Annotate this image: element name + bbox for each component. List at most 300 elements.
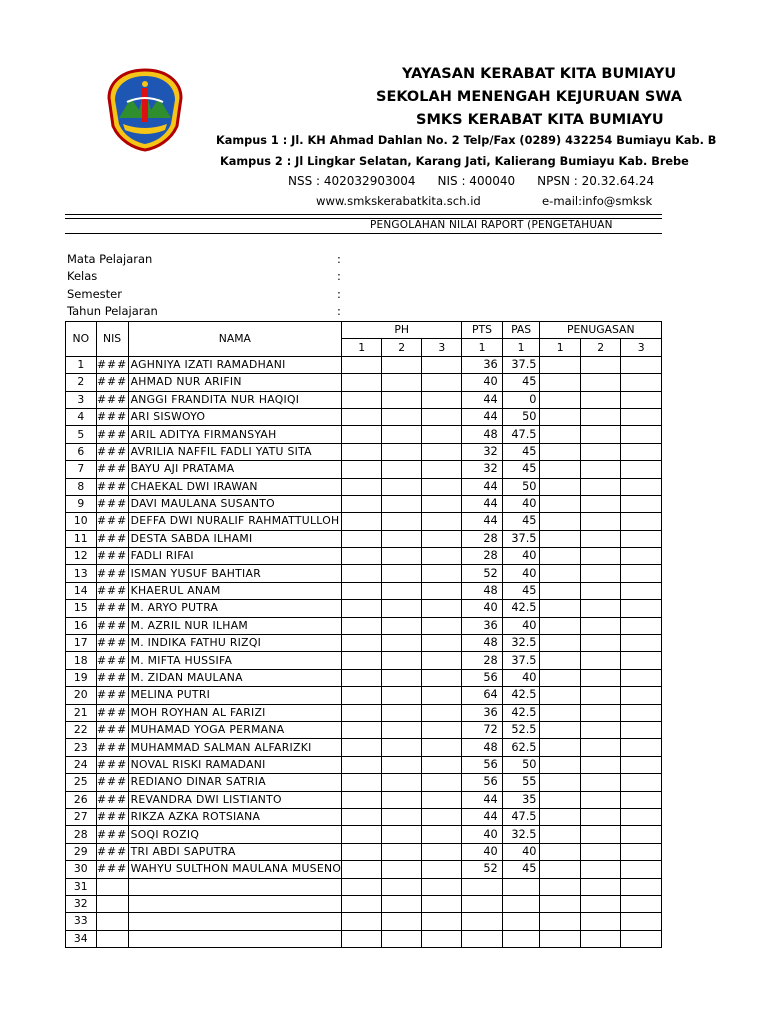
row-ph-2[interactable] (382, 426, 422, 443)
row-nis[interactable]: ### (96, 669, 128, 686)
row-tugas-1[interactable] (540, 530, 580, 547)
row-no[interactable]: 6 (66, 443, 97, 460)
row-tugas-1[interactable] (540, 635, 580, 652)
row-nis[interactable]: ### (96, 374, 128, 391)
row-tugas-1[interactable] (540, 600, 580, 617)
row-tugas-2[interactable] (580, 461, 620, 478)
row-nis[interactable] (96, 878, 128, 895)
row-pas[interactable]: 45 (502, 461, 540, 478)
row-nis[interactable]: ### (96, 565, 128, 582)
row-no[interactable]: 12 (66, 548, 97, 565)
row-nama[interactable]: ARI SISWOYO (128, 408, 342, 425)
row-no[interactable]: 29 (66, 843, 97, 860)
row-no[interactable]: 16 (66, 617, 97, 634)
row-nama[interactable]: REDIANO DINAR SATRIA (128, 774, 342, 791)
row-pas[interactable]: 47.5 (502, 426, 540, 443)
row-pas[interactable]: 55 (502, 774, 540, 791)
row-nis[interactable]: ### (96, 478, 128, 495)
row-pts[interactable]: 40 (462, 843, 502, 860)
row-ph-2[interactable] (382, 704, 422, 721)
row-pas[interactable]: 45 (502, 513, 540, 530)
row-ph-3[interactable] (422, 774, 462, 791)
row-tugas-1[interactable] (540, 791, 580, 808)
row-pts[interactable]: 28 (462, 530, 502, 547)
row-ph-3[interactable] (422, 861, 462, 878)
row-ph-3[interactable] (422, 617, 462, 634)
row-pas[interactable]: 42.5 (502, 600, 540, 617)
row-pas[interactable]: 32.5 (502, 826, 540, 843)
row-ph-3[interactable] (422, 687, 462, 704)
row-no[interactable]: 17 (66, 635, 97, 652)
row-ph-2[interactable] (382, 408, 422, 425)
row-tugas-1[interactable] (540, 739, 580, 756)
row-tugas-2[interactable] (580, 408, 620, 425)
row-nama[interactable] (128, 930, 342, 947)
row-tugas-2[interactable] (580, 861, 620, 878)
row-tugas-1[interactable] (540, 617, 580, 634)
row-no[interactable]: 31 (66, 878, 97, 895)
row-ph-3[interactable] (422, 739, 462, 756)
row-tugas-1[interactable] (540, 878, 580, 895)
row-ph-2[interactable] (382, 826, 422, 843)
row-tugas-2[interactable] (580, 565, 620, 582)
row-nama[interactable]: RIKZA AZKA ROTSIANA (128, 808, 342, 825)
row-tugas-1[interactable] (540, 565, 580, 582)
row-tugas-2[interactable] (580, 930, 620, 947)
row-ph-1[interactable] (342, 895, 382, 912)
row-pas[interactable]: 42.5 (502, 687, 540, 704)
row-tugas-2[interactable] (580, 895, 620, 912)
row-tugas-3[interactable] (621, 391, 662, 408)
row-ph-3[interactable] (422, 635, 462, 652)
row-nama[interactable]: ISMAN YUSUF BAHTIAR (128, 565, 342, 582)
row-ph-1[interactable] (342, 930, 382, 947)
row-ph-1[interactable] (342, 843, 382, 860)
row-ph-2[interactable] (382, 374, 422, 391)
row-no[interactable]: 27 (66, 808, 97, 825)
row-ph-3[interactable] (422, 356, 462, 373)
row-nis[interactable]: ### (96, 826, 128, 843)
row-nama[interactable]: M. MIFTA HUSSIFA (128, 652, 342, 669)
row-tugas-3[interactable] (621, 704, 662, 721)
row-pts[interactable]: 56 (462, 774, 502, 791)
row-ph-1[interactable] (342, 461, 382, 478)
row-tugas-1[interactable] (540, 548, 580, 565)
row-ph-3[interactable] (422, 530, 462, 547)
row-ph-1[interactable] (342, 913, 382, 930)
row-tugas-3[interactable] (621, 548, 662, 565)
row-pts[interactable]: 72 (462, 721, 502, 738)
row-ph-2[interactable] (382, 721, 422, 738)
row-ph-1[interactable] (342, 739, 382, 756)
row-tugas-1[interactable] (540, 843, 580, 860)
row-ph-2[interactable] (382, 774, 422, 791)
row-tugas-3[interactable] (621, 356, 662, 373)
row-nama[interactable]: FADLI RIFAI (128, 548, 342, 565)
row-ph-2[interactable] (382, 652, 422, 669)
row-no[interactable]: 19 (66, 669, 97, 686)
row-nama[interactable]: DESTA SABDA ILHAMI (128, 530, 342, 547)
row-tugas-3[interactable] (621, 774, 662, 791)
row-ph-2[interactable] (382, 565, 422, 582)
row-nis[interactable]: ### (96, 461, 128, 478)
row-nama[interactable]: NOVAL RISKI RAMADANI (128, 756, 342, 773)
row-nama[interactable]: TRI ABDI SAPUTRA (128, 843, 342, 860)
row-nis[interactable]: ### (96, 513, 128, 530)
row-ph-3[interactable] (422, 478, 462, 495)
row-pas[interactable]: 40 (502, 548, 540, 565)
row-tugas-1[interactable] (540, 930, 580, 947)
row-no[interactable]: 15 (66, 600, 97, 617)
row-nis[interactable]: ### (96, 391, 128, 408)
row-ph-2[interactable] (382, 861, 422, 878)
row-tugas-3[interactable] (621, 478, 662, 495)
row-pas[interactable]: 62.5 (502, 739, 540, 756)
row-nama[interactable]: AVRILIA NAFFIL FADLI YATU SITA (128, 443, 342, 460)
row-tugas-2[interactable] (580, 495, 620, 512)
row-pts[interactable] (462, 913, 502, 930)
row-pas[interactable]: 32.5 (502, 635, 540, 652)
row-nis[interactable]: ### (96, 739, 128, 756)
row-tugas-1[interactable] (540, 513, 580, 530)
row-ph-3[interactable] (422, 374, 462, 391)
row-tugas-1[interactable] (540, 374, 580, 391)
row-ph-2[interactable] (382, 739, 422, 756)
row-tugas-2[interactable] (580, 913, 620, 930)
row-nama[interactable]: ANGGI FRANDITA NUR HAQIQI (128, 391, 342, 408)
row-pts[interactable]: 44 (462, 478, 502, 495)
row-pts[interactable]: 32 (462, 461, 502, 478)
row-tugas-3[interactable] (621, 913, 662, 930)
row-nis[interactable]: ### (96, 408, 128, 425)
row-ph-3[interactable] (422, 461, 462, 478)
row-pts[interactable]: 64 (462, 687, 502, 704)
row-pas[interactable]: 37.5 (502, 652, 540, 669)
row-ph-1[interactable] (342, 391, 382, 408)
row-ph-2[interactable] (382, 878, 422, 895)
row-tugas-1[interactable] (540, 461, 580, 478)
row-ph-2[interactable] (382, 356, 422, 373)
row-tugas-3[interactable] (621, 600, 662, 617)
row-pts[interactable] (462, 930, 502, 947)
row-pts[interactable]: 52 (462, 861, 502, 878)
row-ph-1[interactable] (342, 495, 382, 512)
row-no[interactable]: 11 (66, 530, 97, 547)
row-ph-1[interactable] (342, 426, 382, 443)
row-tugas-3[interactable] (621, 861, 662, 878)
row-ph-1[interactable] (342, 582, 382, 599)
row-nama[interactable]: M. AZRIL NUR ILHAM (128, 617, 342, 634)
row-nis[interactable]: ### (96, 582, 128, 599)
row-tugas-1[interactable] (540, 756, 580, 773)
row-tugas-3[interactable] (621, 895, 662, 912)
row-ph-3[interactable] (422, 548, 462, 565)
row-tugas-3[interactable] (621, 408, 662, 425)
row-ph-1[interactable] (342, 548, 382, 565)
row-ph-3[interactable] (422, 843, 462, 860)
row-ph-1[interactable] (342, 513, 382, 530)
row-nis[interactable]: ### (96, 861, 128, 878)
row-pts[interactable]: 36 (462, 356, 502, 373)
row-pas[interactable]: 45 (502, 374, 540, 391)
row-ph-2[interactable] (382, 791, 422, 808)
row-no[interactable]: 2 (66, 374, 97, 391)
row-pas[interactable] (502, 913, 540, 930)
row-ph-1[interactable] (342, 756, 382, 773)
row-tugas-1[interactable] (540, 826, 580, 843)
row-pas[interactable]: 50 (502, 408, 540, 425)
row-nis[interactable] (96, 895, 128, 912)
row-nama[interactable]: REVANDRA DWI LISTIANTO (128, 791, 342, 808)
row-no[interactable]: 4 (66, 408, 97, 425)
row-no[interactable]: 34 (66, 930, 97, 947)
row-tugas-2[interactable] (580, 374, 620, 391)
row-pas[interactable]: 42.5 (502, 704, 540, 721)
row-ph-2[interactable] (382, 513, 422, 530)
row-nis[interactable]: ### (96, 443, 128, 460)
row-pts[interactable]: 44 (462, 495, 502, 512)
row-tugas-3[interactable] (621, 443, 662, 460)
row-ph-1[interactable] (342, 617, 382, 634)
row-tugas-1[interactable] (540, 687, 580, 704)
row-tugas-2[interactable] (580, 426, 620, 443)
row-nama[interactable]: WAHYU SULTHON MAULANA MUSENO (128, 861, 342, 878)
row-pas[interactable]: 40 (502, 843, 540, 860)
row-tugas-3[interactable] (621, 374, 662, 391)
row-tugas-2[interactable] (580, 635, 620, 652)
row-pas[interactable]: 50 (502, 756, 540, 773)
row-ph-2[interactable] (382, 669, 422, 686)
row-pts[interactable]: 56 (462, 756, 502, 773)
row-tugas-1[interactable] (540, 808, 580, 825)
row-ph-2[interactable] (382, 495, 422, 512)
row-pas[interactable]: 52.5 (502, 721, 540, 738)
row-nis[interactable] (96, 930, 128, 947)
row-tugas-3[interactable] (621, 530, 662, 547)
row-nis[interactable]: ### (96, 495, 128, 512)
row-nis[interactable]: ### (96, 687, 128, 704)
row-pas[interactable] (502, 878, 540, 895)
row-nama[interactable]: KHAERUL ANAM (128, 582, 342, 599)
row-pas[interactable]: 45 (502, 861, 540, 878)
row-ph-3[interactable] (422, 721, 462, 738)
row-ph-3[interactable] (422, 600, 462, 617)
row-tugas-2[interactable] (580, 600, 620, 617)
row-tugas-2[interactable] (580, 548, 620, 565)
row-no[interactable]: 18 (66, 652, 97, 669)
row-ph-2[interactable] (382, 895, 422, 912)
row-ph-1[interactable] (342, 408, 382, 425)
row-nama[interactable]: ARIL ADITYA FIRMANSYAH (128, 426, 342, 443)
row-no[interactable]: 28 (66, 826, 97, 843)
row-tugas-1[interactable] (540, 426, 580, 443)
row-nis[interactable]: ### (96, 791, 128, 808)
row-tugas-2[interactable] (580, 721, 620, 738)
row-pts[interactable]: 36 (462, 704, 502, 721)
row-ph-1[interactable] (342, 652, 382, 669)
row-ph-1[interactable] (342, 443, 382, 460)
row-ph-1[interactable] (342, 878, 382, 895)
row-nis[interactable] (96, 913, 128, 930)
row-tugas-3[interactable] (621, 565, 662, 582)
row-pts[interactable]: 40 (462, 600, 502, 617)
row-ph-2[interactable] (382, 808, 422, 825)
row-no[interactable]: 7 (66, 461, 97, 478)
row-no[interactable]: 32 (66, 895, 97, 912)
row-ph-2[interactable] (382, 843, 422, 860)
row-tugas-3[interactable] (621, 461, 662, 478)
row-nis[interactable]: ### (96, 756, 128, 773)
row-no[interactable]: 30 (66, 861, 97, 878)
row-ph-3[interactable] (422, 913, 462, 930)
row-pas[interactable]: 37.5 (502, 356, 540, 373)
row-pas[interactable] (502, 930, 540, 947)
row-no[interactable]: 14 (66, 582, 97, 599)
row-tugas-2[interactable] (580, 443, 620, 460)
row-tugas-2[interactable] (580, 652, 620, 669)
row-pas[interactable]: 40 (502, 565, 540, 582)
row-tugas-3[interactable] (621, 930, 662, 947)
row-tugas-2[interactable] (580, 687, 620, 704)
row-ph-3[interactable] (422, 808, 462, 825)
row-ph-2[interactable] (382, 930, 422, 947)
row-nis[interactable]: ### (96, 721, 128, 738)
row-no[interactable]: 33 (66, 913, 97, 930)
row-no[interactable]: 10 (66, 513, 97, 530)
row-pts[interactable]: 28 (462, 548, 502, 565)
row-no[interactable]: 3 (66, 391, 97, 408)
row-nis[interactable]: ### (96, 652, 128, 669)
row-ph-1[interactable] (342, 704, 382, 721)
row-ph-1[interactable] (342, 669, 382, 686)
row-pts[interactable]: 36 (462, 617, 502, 634)
row-nis[interactable]: ### (96, 808, 128, 825)
row-nis[interactable]: ### (96, 426, 128, 443)
row-tugas-1[interactable] (540, 774, 580, 791)
row-nis[interactable]: ### (96, 548, 128, 565)
row-pts[interactable]: 52 (462, 565, 502, 582)
row-tugas-2[interactable] (580, 704, 620, 721)
row-ph-1[interactable] (342, 530, 382, 547)
row-ph-3[interactable] (422, 582, 462, 599)
row-pts[interactable]: 48 (462, 635, 502, 652)
row-no[interactable]: 5 (66, 426, 97, 443)
row-pts[interactable]: 40 (462, 826, 502, 843)
row-ph-2[interactable] (382, 600, 422, 617)
row-ph-3[interactable] (422, 704, 462, 721)
row-tugas-1[interactable] (540, 669, 580, 686)
row-no[interactable]: 20 (66, 687, 97, 704)
row-ph-1[interactable] (342, 635, 382, 652)
row-pas[interactable]: 47.5 (502, 808, 540, 825)
row-ph-3[interactable] (422, 878, 462, 895)
row-pas[interactable]: 45 (502, 443, 540, 460)
row-tugas-2[interactable] (580, 808, 620, 825)
row-tugas-2[interactable] (580, 617, 620, 634)
row-tugas-2[interactable] (580, 774, 620, 791)
row-pas[interactable]: 40 (502, 495, 540, 512)
row-tugas-2[interactable] (580, 878, 620, 895)
row-ph-3[interactable] (422, 669, 462, 686)
row-tugas-3[interactable] (621, 739, 662, 756)
row-tugas-2[interactable] (580, 582, 620, 599)
row-nis[interactable]: ### (96, 843, 128, 860)
row-no[interactable]: 22 (66, 721, 97, 738)
row-pts[interactable]: 44 (462, 808, 502, 825)
row-ph-2[interactable] (382, 687, 422, 704)
row-tugas-2[interactable] (580, 756, 620, 773)
row-pas[interactable]: 0 (502, 391, 540, 408)
row-tugas-2[interactable] (580, 478, 620, 495)
row-tugas-2[interactable] (580, 791, 620, 808)
row-tugas-3[interactable] (621, 635, 662, 652)
row-nama[interactable]: BAYU AJI PRATAMA (128, 461, 342, 478)
row-ph-1[interactable] (342, 478, 382, 495)
row-tugas-3[interactable] (621, 878, 662, 895)
row-no[interactable]: 21 (66, 704, 97, 721)
row-ph-2[interactable] (382, 913, 422, 930)
row-ph-3[interactable] (422, 391, 462, 408)
row-tugas-3[interactable] (621, 495, 662, 512)
row-tugas-2[interactable] (580, 391, 620, 408)
row-tugas-1[interactable] (540, 478, 580, 495)
row-no[interactable]: 25 (66, 774, 97, 791)
row-ph-1[interactable] (342, 808, 382, 825)
row-tugas-2[interactable] (580, 530, 620, 547)
row-no[interactable]: 1 (66, 356, 97, 373)
row-tugas-2[interactable] (580, 356, 620, 373)
row-ph-1[interactable] (342, 374, 382, 391)
row-tugas-1[interactable] (540, 356, 580, 373)
row-pas[interactable]: 50 (502, 478, 540, 495)
row-tugas-3[interactable] (621, 652, 662, 669)
row-ph-1[interactable] (342, 600, 382, 617)
row-tugas-1[interactable] (540, 721, 580, 738)
row-pts[interactable] (462, 895, 502, 912)
row-pas[interactable]: 45 (502, 582, 540, 599)
row-tugas-1[interactable] (540, 495, 580, 512)
row-tugas-1[interactable] (540, 895, 580, 912)
row-pas[interactable]: 37.5 (502, 530, 540, 547)
row-ph-2[interactable] (382, 617, 422, 634)
row-pts[interactable]: 44 (462, 513, 502, 530)
row-ph-3[interactable] (422, 443, 462, 460)
row-tugas-1[interactable] (540, 704, 580, 721)
row-pas[interactable]: 40 (502, 617, 540, 634)
row-nama[interactable]: CHAEKAL DWI IRAWAN (128, 478, 342, 495)
row-ph-2[interactable] (382, 530, 422, 547)
row-nis[interactable]: ### (96, 635, 128, 652)
row-no[interactable]: 24 (66, 756, 97, 773)
row-ph-3[interactable] (422, 930, 462, 947)
row-tugas-3[interactable] (621, 808, 662, 825)
row-nama[interactable]: M. INDIKA FATHU RIZQI (128, 635, 342, 652)
row-ph-3[interactable] (422, 652, 462, 669)
row-tugas-2[interactable] (580, 669, 620, 686)
row-tugas-1[interactable] (540, 652, 580, 669)
row-ph-3[interactable] (422, 426, 462, 443)
row-nis[interactable]: ### (96, 600, 128, 617)
row-nama[interactable]: DAVI MAULANA SUSANTO (128, 495, 342, 512)
row-nama[interactable]: AHMAD NUR ARIFIN (128, 374, 342, 391)
row-ph-3[interactable] (422, 513, 462, 530)
row-no[interactable]: 9 (66, 495, 97, 512)
row-ph-2[interactable] (382, 582, 422, 599)
row-ph-3[interactable] (422, 826, 462, 843)
row-nama[interactable]: M. ZIDAN MAULANA (128, 669, 342, 686)
row-tugas-3[interactable] (621, 843, 662, 860)
row-ph-1[interactable] (342, 861, 382, 878)
